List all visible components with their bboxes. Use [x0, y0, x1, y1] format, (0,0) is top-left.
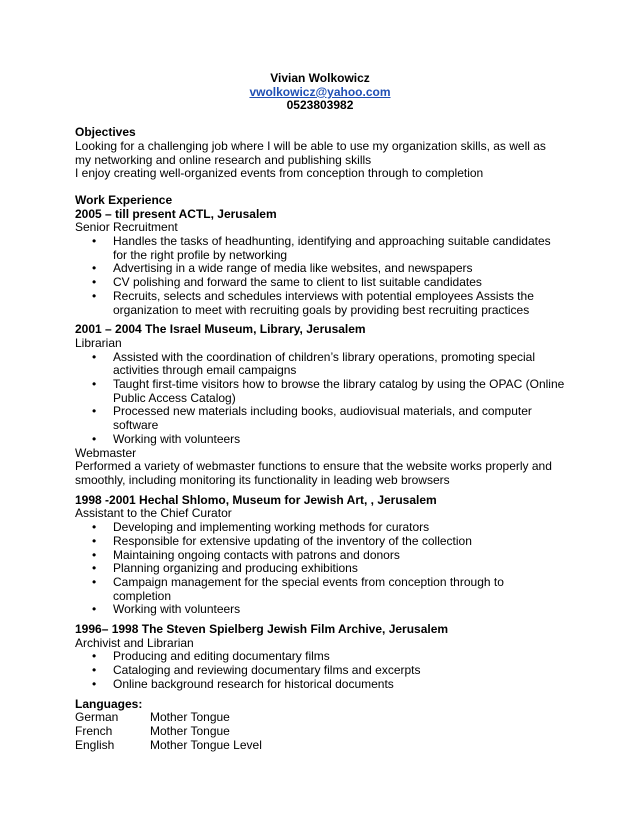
bullet-icon: • [92, 649, 97, 664]
list-item: • Recruits, selects and schedules interviews with potential employees Assists the organization to meet with recruiting goals by providing best recruiting practices [92, 288, 534, 317]
work-experience-title: Work Experience [75, 192, 173, 207]
language-row [75, 739, 565, 753]
bullet-icon: • [92, 349, 97, 364]
applicant-name: Vivian Wolkowicz [270, 71, 370, 85]
job-role: Archivist and Librarian [75, 635, 194, 650]
languages-title: Languages: [75, 696, 143, 711]
list-item: • Assisted with the coordination of children’s library operations, promoting special activities through email campaigns [92, 349, 535, 378]
list-item: • CV polishing and forward the same to client to list suitable candidates [92, 275, 482, 290]
bullet-icon: • [92, 663, 97, 678]
job-role: Senior Recruitment [75, 220, 178, 235]
list-item: • Online background research for historical documents [92, 676, 394, 691]
bullet-icon: • [92, 234, 97, 249]
list-item: • Advertising in a wide range of media like websites, and newspapers [92, 261, 473, 276]
bullet-icon: • [92, 561, 97, 576]
objectives-line: Looking for a challenging job where I will be able to use my organization skills, as well as my networking and online research and publishing skills [75, 138, 546, 167]
list-item: • Producing and editing documentary films [92, 649, 330, 664]
language-name: English [75, 737, 115, 752]
objectives-title: Objectives [75, 125, 136, 140]
bullet-icon: • [92, 547, 97, 562]
job-heading: 1996– 1998 The Steven Spielberg Jewish Film Archive, Jerusalem [75, 622, 449, 637]
list-item: • Responsible for extensive updating of the inventory of the collection [92, 533, 472, 548]
language-row [75, 711, 565, 725]
list-item: • Planning organizing and producing exhibitions [92, 561, 358, 576]
bullet-icon: • [92, 602, 97, 617]
language-name: German [75, 710, 119, 725]
email-link[interactable]: vwolkowicz@yahoo.com [249, 84, 391, 99]
bullet-icon: • [92, 275, 97, 290]
bullet-icon: • [92, 288, 97, 303]
language-level: Mother Tongue [150, 710, 230, 725]
language-level: Mother Tongue [150, 723, 230, 738]
list-item: • Processed new materials including books, audiovisual materials, and computer software [92, 404, 532, 433]
bullet-icon: • [92, 520, 97, 535]
job-role: Assistant to the Chief Curator [75, 506, 232, 521]
language-level: Mother Tongue Level [150, 737, 262, 752]
list-item: • Taught first-time visitors how to browse the library catalog by using the OPAC (Online Public Access Catalog) [92, 377, 565, 405]
job-bullet-list [75, 521, 565, 617]
list-item: • Handles the tasks of headhunting, identifying and approaching suitable candidates for the right profile by networking [92, 234, 551, 262]
objectives-line: I enjoy creating well-organized events from conception through to completion [75, 166, 484, 181]
list-item: • Cataloging and reviewing documentary films and excerpts [92, 663, 421, 678]
bullet-icon: • [92, 377, 97, 392]
job-heading: 1998 -2001 Hechal Shlomo, Museum for Jewish Art, , Jerusalem [75, 492, 437, 507]
job-paragraph: Performed a variety of webmaster functions to ensure that the website works properly and smoothly, including monitoring its functionality in leading web browsers [75, 459, 552, 487]
list-item: • Working with volunteers [92, 431, 241, 446]
language-name: French [75, 723, 113, 738]
job-heading: 2001 – 2004 The Israel Museum, Library, Jerusalem [75, 322, 366, 337]
bullet-icon: • [92, 533, 97, 548]
job-bullet-list [75, 351, 565, 447]
job-bullet-list [75, 650, 565, 691]
bullet-icon: • [92, 431, 97, 446]
resume-page [75, 72, 565, 752]
bullet-icon: • [92, 574, 97, 589]
list-item: • Developing and implementing working methods for curators [92, 520, 430, 535]
job-role: Librarian [75, 335, 122, 350]
job-bullet-list [75, 235, 565, 317]
list-item: • Campaign management for the special events from conception through to completion [92, 574, 504, 603]
job-role: Webmaster [75, 445, 137, 460]
phone-number: 0523803982 [286, 98, 354, 113]
job-heading: 2005 – till present ACTL, Jerusalem [75, 206, 277, 221]
bullet-icon: • [92, 404, 97, 419]
bullet-icon: • [92, 261, 97, 276]
bullet-icon: • [92, 676, 97, 691]
language-row [75, 725, 565, 739]
list-item: • Working with volunteers [92, 602, 241, 617]
list-item: • Maintaining ongoing contacts with patrons and donors [92, 547, 400, 562]
